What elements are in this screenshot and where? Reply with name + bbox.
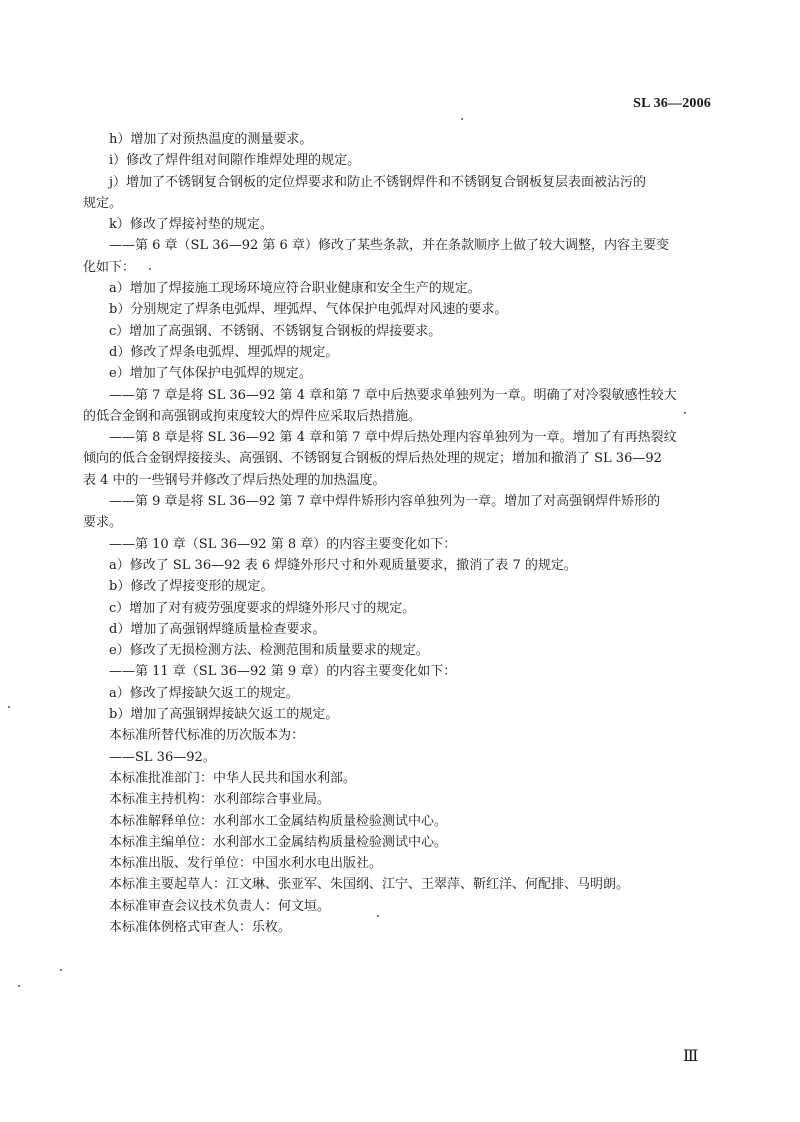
- text-line: 本标准所替代标准的历次版本为：: [109, 728, 305, 744]
- text-line: 本标准体例格式审查人：乐枚。: [109, 919, 292, 935]
- text-line: c）增加了高强钢、不锈钢、不锈钢复合钢板的焊接要求。: [109, 323, 442, 339]
- text-line: 本标准主要起草人：江文琳、张亚军、朱国纲、江宁、王翠萍、靳红洋、何配排、马明朗。: [109, 877, 630, 893]
- document-body: [83, 129, 723, 938]
- text-line: k）修改了焊接衬垫的规定。: [109, 217, 273, 233]
- text-line: a）修改了 SL 36—92 表 6 焊缝外形尺寸和外观质量要求，撤消了表 7 的规定。: [109, 557, 577, 573]
- text-line: ——第 8 章是将 SL 36—92 第 4 章和第 7 章中焊后热处理内容单独列为一章。增加了有再热裂纹: [109, 430, 677, 446]
- page-number: Ⅲ: [683, 1048, 699, 1065]
- text-line: ——第 10 章（SL 36—92 第 8 章）的内容主要变化如下：: [109, 536, 457, 552]
- scan-speck: [149, 268, 151, 270]
- text-line: d）增加了高强钢焊缝质量检查要求。: [109, 621, 326, 637]
- text-line: b）修改了焊接变形的规定。: [109, 579, 274, 595]
- text-line: 化如下：: [83, 259, 136, 275]
- text-line: j）增加了不锈钢复合钢板的定位焊要求和防止不锈钢焊件和不锈钢复合钢板复层表面被沾污的: [109, 174, 647, 190]
- text-line: b）增加了高强钢焊接缺欠返工的规定。: [109, 707, 339, 723]
- text-line: d）修改了焊条电弧焊、埋弧焊的规定。: [109, 344, 339, 360]
- text-line: 本标准主编单位：水利部水工金属结构质量检验测试中心。: [109, 834, 448, 850]
- text-line: 规定。: [83, 195, 123, 211]
- text-line: h）增加了对预热温度的测量要求。: [109, 132, 313, 147]
- text-line: 要求。: [83, 515, 123, 531]
- scan-speck: [60, 969, 62, 971]
- text-line: 本标准出版、发行单位：中国水利水电出版社。: [109, 856, 383, 872]
- text-line: ——第 7 章是将 SL 36—92 第 4 章和第 7 章中后热要求单独列为一章。明确了对冷裂敏感性较大: [109, 387, 677, 403]
- text-line: a）增加了焊接施工现场环境应符合职业健康和安全生产的规定。: [109, 281, 481, 297]
- text-line: ——第 11 章（SL 36—92 第 9 章）的内容主要变化如下：: [109, 664, 457, 680]
- text-line: 表 4 中的一些钢号并修改了焊后热处理的加热温度。: [83, 472, 386, 488]
- text-line: 本标准主持机构：水利部综合事业局。: [109, 792, 331, 808]
- text-line: 的低合金钢和高强钢或拘束度较大的焊件应采取后热措施。: [83, 408, 422, 424]
- scan-speck: [18, 985, 20, 987]
- text-line: 本标准审查会议技术负责人：何文垣。: [109, 898, 331, 914]
- text-line: a）修改了焊接缺欠返工的规定。: [109, 685, 299, 701]
- text-line: 本标准批准部门：中华人民共和国水利部。: [109, 770, 357, 786]
- text-line: e）增加了气体保护电弧焊的规定。: [109, 366, 312, 382]
- text-line: c）增加了对有疲劳强度要求的焊缝外形尺寸的规定。: [109, 600, 416, 616]
- scan-speck: [377, 915, 379, 917]
- text-line: ——第 6 章（SL 36—92 第 6 章）修改了某些条款，并在条款顺序上做了较大调整，内容主要变: [109, 238, 669, 254]
- scan-speck: [8, 706, 10, 708]
- text-line: 倾向的低合金钢焊接接头、高强钢、不锈钢复合钢板的焊后热处理的规定；增加和撤消了 SL 36—92: [83, 451, 662, 467]
- text-line: ——第 9 章是将 SL 36—92 第 7 章中焊件矫形内容单独列为一章。增加了对高强钢焊件矫形的: [109, 494, 661, 510]
- scan-speck: [684, 412, 686, 414]
- text-line: e）修改了无损检测方法、检测范围和质量要求的规定。: [109, 643, 429, 659]
- text-line: ——SL 36—92。: [109, 749, 216, 765]
- standard-code-header: SL 36—2006: [633, 96, 711, 111]
- text-line: b）分别规定了焊条电弧焊、埋弧焊、气体保护电弧焊对风速的要求。: [109, 302, 508, 318]
- text-line: 本标准解释单位：水利部水工金属结构质量检验测试中心。: [109, 813, 448, 829]
- text-line: i）修改了焊件组对间隙作堆焊处理的规定。: [109, 153, 361, 169]
- scan-speck: [461, 118, 463, 120]
